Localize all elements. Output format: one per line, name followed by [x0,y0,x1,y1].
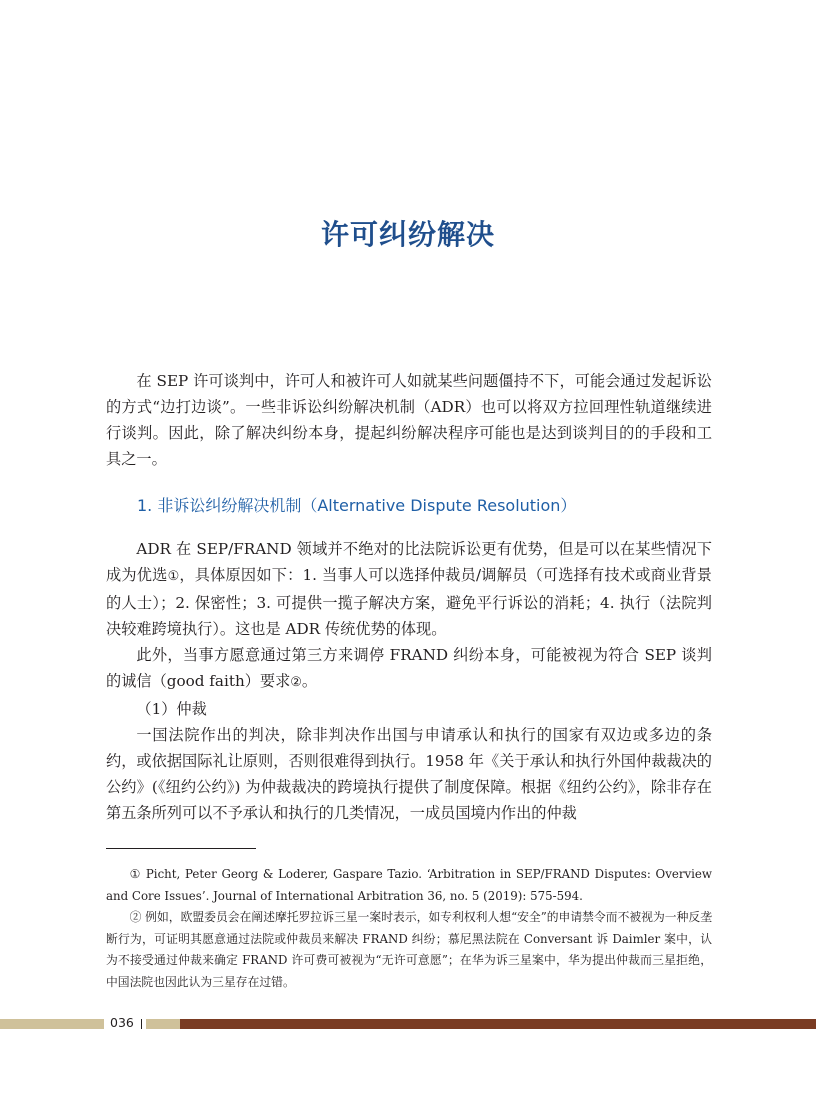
footnotes [106,864,712,993]
paragraph-arbitration: 一国法院作出的判决，除非判决作出国与申请承认和执行的国家有双边或多边的条约，或依据国际礼让原则，否则很难得到执行。1958 年《关于承认和执行外国仲裁裁决的公约》(《纽约公约》) 为仲裁裁决的跨境执行提供了制度保障。根据《纽约公约》，除非存在第五条所列可以不予承认和执行的几类情况，一成员国境内作出的仲裁 [106,726,712,822]
footer-bar-left [0,1019,104,1029]
paragraph-good-faith [106,642,712,696]
footnote-2: ② 例如，欧盟委员会在阐述摩托罗拉诉三星一案时表示，如专利权利人想“安全”的申请禁令而不被视为一种反垄断行为，可证明其愿意通过法院或仲裁员来解决 FRAND 纠纷；慕尼黑法院在 Conversant 诉 Daimler 案中，认为不接受通过仲裁来确定 FRAND 许可费可被视为“无许可意愿”；在华为诉三星案中，华为提出仲裁而三星拒绝，中国法院也因此认为三星存在过错。 [106,910,712,989]
paragraph-text: 此外，当事方愿意通过第三方来调停 FRAND 纠纷本身，可能被视为符合 SEP 谈判的诚信（good faith）要求 [106,646,712,690]
paragraph-text: ADR 在 SEP/FRAND 领域并不绝对的比法院诉讼更有优势，但是可以在某些情况下成为优选 [106,540,712,584]
intro-paragraph: 在 SEP 许可谈判中，许可人和被许可人如就某些问题僵持不下，可能会通过发起诉讼的方式“边打边谈”。一些非诉讼纠纷解决机制（ADR）也可以将双方拉回理性轨道继续进行谈判。因此，除了解决纠纷本身，提起纠纷解决程序可能也是达到谈判目的的手段和工具之一。 [106,372,712,468]
subheading-arbitration: （1）仲裁 [136,700,207,718]
intro-section [106,368,712,472]
paragraph-adr-advantages [106,536,712,642]
page-number: 036 [110,1015,134,1030]
chapter-title: 许可纠纷解决 [320,218,495,251]
footnote-1: ① Picht, Peter Georg & Loderer, Gaspare Tazio. ‘Arbitration in SEP/FRAND Disputes: Overview and Core Issues’. Journal of International Arbitration 36, no. 5 (2019): 575-594. [106,867,712,903]
footnote-ref-1[interactable]: ① [167,569,180,584]
footnote-ref-2[interactable]: ② [290,675,302,690]
section-body [106,536,712,826]
footer-bar-accent [146,1019,180,1029]
paragraph-text: 。 [301,672,318,690]
page-number-divider [141,1019,142,1029]
footer-bar-right [180,1019,816,1029]
paragraph-text: ，具体原因如下：1. 当事人可以选择仲裁员/调解员（可选择有技术或商业背景的人士）；2. 保密性；3. 可提供一揽子解决方案，避免平行诉讼的消耗；4. 执行（法院判决较难跨境执行）。这也是 ADR 传统优势的体现。 [106,566,712,638]
section-heading: 1. 非诉讼纠纷解决机制（Alternative Dispute Resolution） [137,496,577,515]
footnote-divider [106,848,256,849]
